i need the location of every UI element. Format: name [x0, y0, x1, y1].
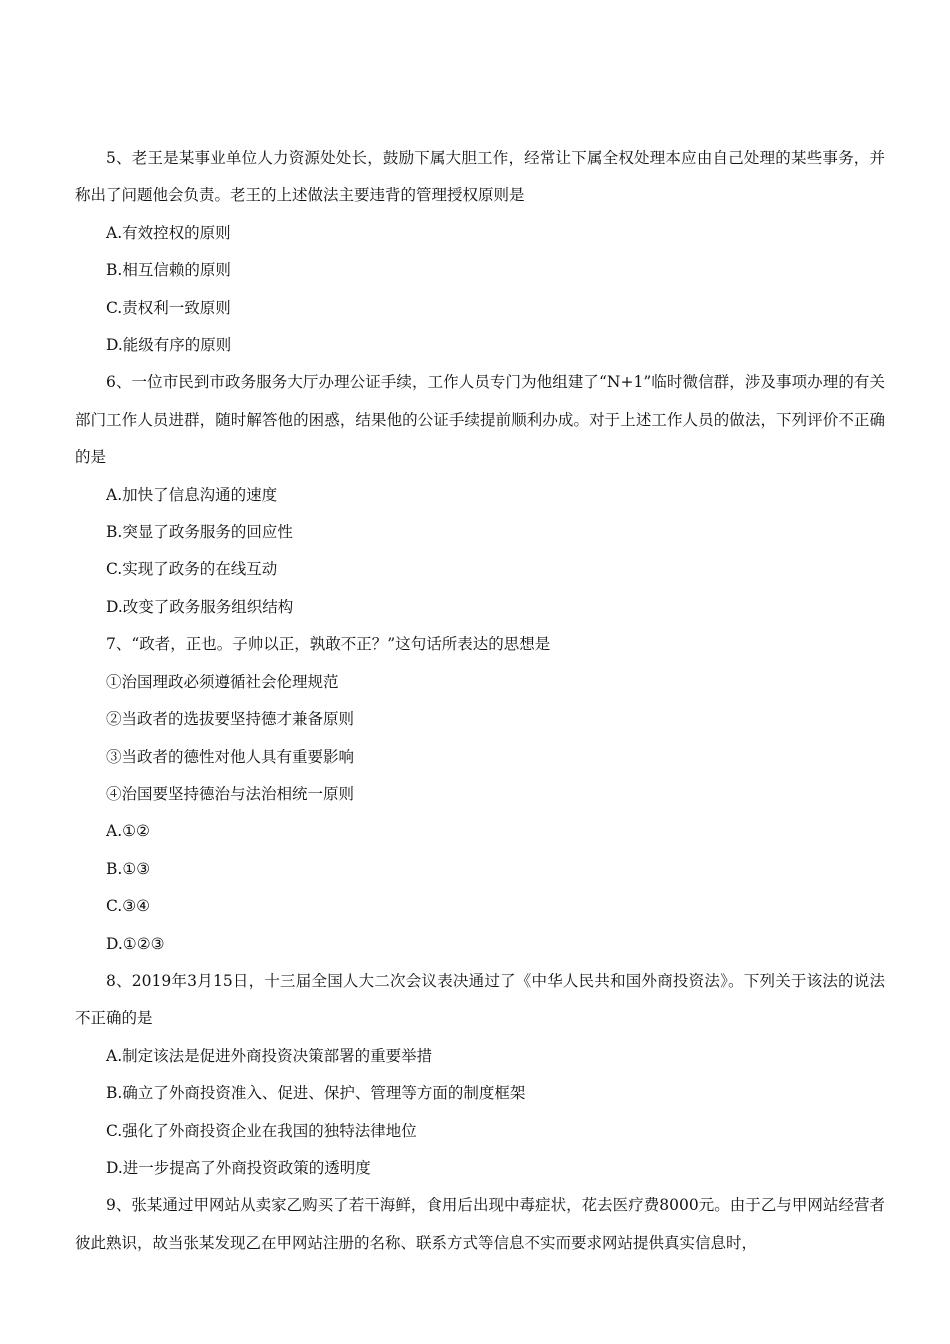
question-6-option-a: A.加快了信息沟通的速度: [106, 485, 278, 504]
question-5-option-d: D.能级有序的原则: [106, 336, 232, 355]
question-7-stem: 7、“政者，正也。子帅以正，孰敢不正？”这句话所表达的思想是: [106, 635, 551, 654]
question-6-option-b: B.突显了政务服务的回应性: [106, 523, 293, 542]
question-7-option-c: C.③④: [106, 897, 151, 916]
question-5-option-a: A.有效控权的原则: [106, 223, 231, 242]
question-7-statement-1: ①治国理政必须遵循社会伦理规范: [106, 672, 339, 691]
question-7-option-d: D.①②③: [106, 934, 165, 953]
question-7-statement-4: ④治国要坚持德治与法治相统一原则: [106, 784, 355, 803]
question-7-statement-3: ③当政者的德性对他人具有重要影响: [106, 747, 355, 766]
question-5-option-c: C.责权利一致原则: [106, 298, 231, 317]
question-8-stem: 8、2019年3月15日，十三届全国人大二次会议表决通过了《中华人民共和国外商投资法》。下列关于该法的说法不正确的是: [75, 971, 885, 1028]
question-7-option-b: B.①③: [106, 859, 151, 878]
question-7-statement-2: ②当政者的选拔要坚持德才兼备原则: [106, 710, 355, 729]
question-5-option-b: B.相互信赖的原则: [106, 261, 231, 280]
question-6-stem: 6、一位市民到市政务服务大厅办理公证手续，工作人员专门为他组建了“N+1”临时微信群，涉及事项办理的有关部门工作人员进群，随时解答他的困惑，结果他的公证手续提前顺利办成。对于上述工作人员的做法，下列评价不正确的是: [75, 373, 885, 467]
document-content: [75, 140, 885, 1262]
question-5-stem: 5、老王是某事业单位人力资源处处长，鼓励下属大胆工作，经常让下属全权处理本应由自己处理的某些事务，并称出了问题他会负责。老王的上述做法主要违背的管理授权原则是: [75, 149, 885, 205]
question-9-stem: 9、张某通过甲网站从卖家乙购买了若干海鲜，食用后出现中毒症状，花去医疗费8000元。由于乙与甲网站经营者彼此熟识，故当张某发现乙在甲网站注册的名称、联系方式等信息不实而要求网站提供真实信息时，: [75, 1196, 885, 1252]
question-8-option-c: C.强化了外商投资企业在我国的独特法律地位: [106, 1121, 417, 1140]
question-8-option-b: B.确立了外商投资准入、促进、保护、管理等方面的制度框架: [106, 1084, 526, 1103]
question-8-option-d: D.进一步提高了外商投资政策的透明度: [106, 1158, 371, 1177]
question-7-option-a: A.①②: [106, 822, 150, 841]
question-8-option-a: A.制定该法是促进外商投资决策部署的重要举措: [106, 1046, 433, 1065]
question-6-option-d: D.改变了政务服务组织结构: [106, 597, 294, 616]
question-6-option-c: C.实现了政务的在线互动: [106, 560, 278, 579]
